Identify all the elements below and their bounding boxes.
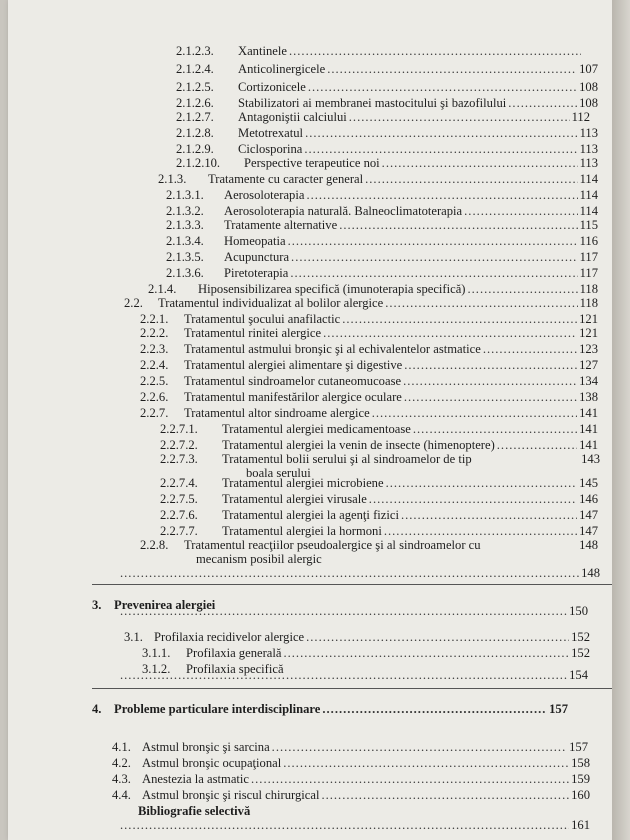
toc-entry bbox=[140, 374, 598, 388]
dot-leader bbox=[365, 172, 577, 186]
page-edge bbox=[612, 0, 630, 840]
toc-entry-title: Tratamentul alergiei la venin de insecte (himenoptere) bbox=[222, 438, 495, 452]
toc-entry-number: 2.1.4. bbox=[148, 282, 177, 296]
toc-entry-title: Tratamentul bolii serului şi al sindroamelor de tip bbox=[222, 452, 472, 466]
toc-entry bbox=[176, 62, 598, 76]
toc-entry-title: Aerosoloterapia bbox=[224, 188, 305, 202]
toc-entry-page: 114 bbox=[579, 188, 598, 202]
dot-leader bbox=[323, 326, 577, 340]
toc-entry bbox=[176, 126, 598, 140]
dot-leader bbox=[382, 156, 578, 170]
toc-entry-number: 2.1.2.6. bbox=[176, 96, 214, 110]
dot-leader bbox=[349, 110, 570, 124]
toc-entry bbox=[140, 538, 598, 552]
toc-entry-title: Tratamentul alergiei medicamentoase bbox=[222, 422, 411, 436]
dot-leader bbox=[342, 312, 577, 326]
toc-entry-page: 146 bbox=[579, 492, 598, 506]
toc-entry-number: 2.2.7.1. bbox=[160, 422, 198, 436]
dot-leader bbox=[305, 126, 578, 140]
toc-entry-page: 138 bbox=[579, 390, 598, 404]
toc-entry bbox=[176, 156, 598, 170]
toc-entry bbox=[112, 772, 590, 786]
dot-leader bbox=[369, 492, 577, 506]
dot-leader bbox=[120, 668, 567, 682]
toc-entry bbox=[166, 218, 598, 232]
toc-entry-number: 4.1. bbox=[112, 740, 131, 754]
toc-entry-number: 2.1.2.7. bbox=[176, 110, 214, 124]
toc-entry-title: Astmul bronşic ocupaţional bbox=[142, 756, 282, 770]
dot-leader bbox=[508, 96, 577, 110]
dot-leader bbox=[384, 524, 577, 538]
toc-entry-number: 2.1.2.10. bbox=[176, 156, 221, 170]
toc-entry bbox=[160, 438, 598, 452]
toc-entry-page: 161 bbox=[571, 818, 590, 832]
toc-entry-page: 148 bbox=[581, 566, 600, 580]
dot-leader bbox=[283, 756, 569, 770]
toc-entry-number: 4.2. bbox=[112, 756, 131, 770]
dot-leader bbox=[464, 204, 577, 218]
dot-leader bbox=[386, 476, 578, 490]
toc-entry-number: 2.2.6. bbox=[140, 390, 169, 404]
dot-leader bbox=[283, 646, 569, 660]
dot-leader bbox=[372, 406, 577, 420]
toc-entry bbox=[166, 204, 598, 218]
toc-entry-number: 2.1.3.1. bbox=[166, 188, 204, 202]
toc-entry-number: 3.1.2. bbox=[142, 662, 171, 676]
toc-entry-page: 147 bbox=[579, 524, 598, 538]
toc-entry-page: 143 bbox=[581, 452, 600, 466]
toc-entry-title: Tratamentul astmului bronşic şi al echivalentelor astmatice bbox=[184, 342, 481, 356]
toc-entry-page: 115 bbox=[579, 218, 598, 232]
dot-leader bbox=[120, 566, 579, 580]
toc-entry-number: 2.2.7. bbox=[140, 406, 169, 420]
toc-entry-number: 4. bbox=[92, 702, 102, 716]
dot-leader bbox=[251, 772, 569, 786]
dot-leader bbox=[339, 218, 577, 232]
toc-entry-continuation: boala serului bbox=[246, 466, 311, 480]
dot-leader bbox=[272, 740, 567, 754]
toc-entry bbox=[160, 476, 598, 490]
toc-entry-number: 2.2.7.3. bbox=[160, 452, 198, 466]
toc-entry-title: Tratamentul alergiei microbiene bbox=[222, 476, 384, 490]
toc-entry-page: 117 bbox=[579, 250, 598, 264]
toc-entry-number: 3. bbox=[92, 598, 102, 612]
toc-entry-title: Tratamentul şocului anafilactic bbox=[184, 312, 341, 326]
toc-entry-title: Tratamentul alergiei la hormoni bbox=[222, 524, 382, 538]
toc-entry bbox=[138, 804, 448, 818]
toc-entry-title: Piretoterapia bbox=[224, 266, 289, 280]
toc-entry-page: 108 bbox=[579, 96, 598, 110]
toc-entry-page: 121 bbox=[579, 312, 598, 326]
toc-entry-title: Anestezia la astmatic bbox=[142, 772, 249, 786]
toc-entry-page: 112 bbox=[571, 110, 590, 124]
toc-entry bbox=[158, 172, 598, 186]
toc-entry-number: 3.1.1. bbox=[142, 646, 171, 660]
toc-entry bbox=[140, 312, 598, 326]
dot-leader bbox=[308, 80, 577, 94]
toc-entry-number: 2.2.7.4. bbox=[160, 476, 198, 490]
toc-entry bbox=[160, 422, 598, 436]
dot-leader bbox=[497, 438, 577, 452]
toc-entry-number: 3.1. bbox=[124, 630, 143, 644]
dot-leader bbox=[413, 422, 577, 436]
toc-entry bbox=[124, 630, 590, 644]
toc-entry-number: 2.1.2.3. bbox=[176, 44, 214, 58]
toc-entry-page: 148 bbox=[579, 538, 598, 552]
toc-entry-number: 2.1.2.4. bbox=[176, 62, 214, 76]
toc-entry-page: 118 bbox=[579, 282, 598, 296]
toc-entry bbox=[112, 788, 590, 802]
toc-entry-title: Profilaxia recidivelor alergice bbox=[154, 630, 305, 644]
toc-entry-page: 141 bbox=[579, 438, 598, 452]
toc-entry-number: 2.1.3.2. bbox=[166, 204, 204, 218]
toc-entry-page: 150 bbox=[569, 604, 588, 618]
book-page bbox=[8, 0, 612, 840]
toc-entry-number: 2.2.7.7. bbox=[160, 524, 198, 538]
toc-entry-page: 152 bbox=[571, 646, 590, 660]
toc-entry-page: 154 bbox=[569, 668, 588, 682]
toc-entry-number: 4.3. bbox=[112, 772, 131, 786]
dot-leader bbox=[403, 374, 577, 388]
toc-entry-title: Astmul bronşic şi riscul chirurgical bbox=[142, 788, 320, 802]
toc-entry-page: 114 bbox=[579, 172, 598, 186]
dot-leader bbox=[120, 818, 569, 832]
toc-entry bbox=[140, 342, 598, 356]
toc-entry-number: 2.2.8. bbox=[140, 538, 169, 552]
toc-entry-title: Tratamentul individualizat al bolilor alergice bbox=[158, 296, 384, 310]
dot-leader bbox=[327, 62, 577, 76]
section-divider bbox=[92, 688, 630, 689]
toc-entry-title: Ciclosporina bbox=[238, 142, 303, 156]
toc-entry-page: 117 bbox=[579, 266, 598, 280]
toc-entry bbox=[112, 756, 590, 770]
toc-entry-number: 2.2.2. bbox=[140, 326, 169, 340]
toc-entry-number: 2.2.7.5. bbox=[160, 492, 198, 506]
toc-entry-number: 4.4. bbox=[112, 788, 131, 802]
toc-entry-number: 2.2.4. bbox=[140, 358, 169, 372]
toc-entry bbox=[166, 250, 598, 264]
toc-entry bbox=[140, 390, 598, 404]
toc-entry-number: 2.2.3. bbox=[140, 342, 169, 356]
toc-entry-title: Prevenirea alergiei bbox=[114, 598, 216, 612]
toc-entry-title: Tratamentul altor sindroame alergice bbox=[184, 406, 370, 420]
toc-entry-page: 113 bbox=[579, 142, 598, 156]
toc-entry-title: Tratamentul rinitei alergice bbox=[184, 326, 322, 340]
toc-entry bbox=[148, 282, 598, 296]
toc-entry-title: Bibliografie selectivă bbox=[138, 804, 251, 818]
dot-leader bbox=[291, 250, 578, 264]
toc-entry-title: Profilaxia specifică bbox=[186, 662, 284, 676]
section-divider bbox=[92, 584, 630, 585]
toc-entry-page: 116 bbox=[579, 234, 598, 248]
toc-entry-title: Tratamentul sindroamelor cutaneomucoase bbox=[184, 374, 402, 388]
toc-entry-title: Profilaxia generală bbox=[186, 646, 282, 660]
toc-entry-page: 118 bbox=[579, 296, 598, 310]
toc-entry-continuation: mecanism posibil alergic bbox=[196, 552, 322, 566]
toc-entry-number: 2.1.3. bbox=[158, 172, 187, 186]
toc-entry-title: Antagoniştii calciului bbox=[238, 110, 347, 124]
toc-entry bbox=[160, 492, 598, 506]
toc-entry-page: 123 bbox=[579, 342, 598, 356]
toc-entry-number: 2.2.7.6. bbox=[160, 508, 198, 522]
toc-entry-title: Xantinele bbox=[238, 44, 287, 58]
toc-entry-title: Tratamentul alergiei virusale bbox=[222, 492, 367, 506]
toc-entry-page: 113 bbox=[579, 156, 598, 170]
toc-entry bbox=[118, 818, 590, 832]
toc-entry-page: 107 bbox=[579, 62, 598, 76]
dot-leader bbox=[404, 390, 577, 404]
toc-entry-title: Aerosoloterapia naturală. Balneoclimatoterapia bbox=[224, 204, 463, 218]
toc-entry bbox=[140, 326, 598, 340]
toc-entry-number: 2.1.2.9. bbox=[176, 142, 214, 156]
dot-leader bbox=[385, 296, 577, 310]
dot-leader bbox=[468, 282, 578, 296]
toc-entry bbox=[176, 96, 598, 110]
dot-leader bbox=[304, 142, 577, 156]
dot-leader bbox=[321, 788, 569, 802]
toc-entry-page: 121 bbox=[579, 326, 598, 340]
toc-entry-title: Perspective terapeutice noi bbox=[244, 156, 380, 170]
toc-entry-title: Tratamentul alergiei la agenţi fizici bbox=[222, 508, 399, 522]
toc-entry-page: 152 bbox=[571, 630, 590, 644]
toc-entry-number: 2.1.3.5. bbox=[166, 250, 204, 264]
toc-entry bbox=[118, 604, 588, 618]
toc-entry bbox=[142, 646, 590, 660]
toc-entry bbox=[160, 524, 598, 538]
toc-entry-page: 157 bbox=[569, 740, 588, 754]
toc-entry-title: Tratamentul reacţiilor pseudoalergice şi al sindroamelor cu bbox=[184, 538, 481, 552]
toc-entry-number: 2.1.3.3. bbox=[166, 218, 204, 232]
toc-entry bbox=[118, 668, 588, 682]
toc-entry bbox=[160, 452, 600, 466]
toc-entry-page: 113 bbox=[579, 126, 598, 140]
toc-entry bbox=[118, 566, 600, 580]
toc-entry-title: Homeopatia bbox=[224, 234, 286, 248]
toc-entry-number: 2.2.1. bbox=[140, 312, 169, 326]
toc-entry-title: Astmul bronşic şi sarcina bbox=[142, 740, 270, 754]
toc-entry bbox=[112, 740, 588, 754]
toc-entry-number: 2.1.2.8. bbox=[176, 126, 214, 140]
toc-entry bbox=[176, 142, 598, 156]
toc-entry bbox=[124, 296, 598, 310]
toc-entry-title: Tratamentul manifestărilor alergice oculare bbox=[184, 390, 402, 404]
toc-entry-page: 127 bbox=[579, 358, 598, 372]
toc-entry-page: 160 bbox=[571, 788, 590, 802]
dot-leader bbox=[290, 266, 577, 280]
toc-entry-number: 2.2.5. bbox=[140, 374, 169, 388]
toc-entry-title: Tratamente cu caracter general bbox=[208, 172, 364, 186]
toc-entry-page: 157 bbox=[549, 702, 568, 716]
toc-entry-number: 2.2.7.2. bbox=[160, 438, 198, 452]
dot-leader bbox=[483, 342, 577, 356]
toc-entry bbox=[140, 358, 598, 372]
toc-entry bbox=[160, 508, 598, 522]
toc-entry-title: Acupunctura bbox=[224, 250, 290, 264]
toc-entry-title: Tratamentul alergiei alimentare şi digestive bbox=[184, 358, 403, 372]
toc-entry-page: 147 bbox=[579, 508, 598, 522]
toc-entry-page: 134 bbox=[579, 374, 598, 388]
toc-entry-number: 2.1.3.6. bbox=[166, 266, 204, 280]
toc-entry-page: 145 bbox=[579, 476, 598, 490]
toc-entry-title: Metotrexatul bbox=[238, 126, 304, 140]
toc-entry bbox=[92, 702, 568, 716]
dot-leader bbox=[289, 44, 581, 58]
toc-entry-page: 159 bbox=[571, 772, 590, 786]
dot-leader bbox=[120, 604, 567, 618]
toc-entry-title: Hiposensibilizarea specifică (imunoterapia specifică) bbox=[198, 282, 466, 296]
toc-entry-page: 141 bbox=[579, 406, 598, 420]
toc-entry bbox=[166, 188, 598, 202]
dot-leader bbox=[306, 188, 577, 202]
dot-leader bbox=[306, 630, 569, 644]
toc-entry-number: 2.1.3.4. bbox=[166, 234, 204, 248]
toc-entry bbox=[176, 110, 590, 124]
toc-entry-title: Cortizonicele bbox=[238, 80, 306, 94]
toc-entry-page: 114 bbox=[579, 204, 598, 218]
toc-entry bbox=[140, 406, 598, 420]
toc-entry-number: 2.1.2.5. bbox=[176, 80, 214, 94]
toc-entry-page: 158 bbox=[571, 756, 590, 770]
toc-entry-page: 141 bbox=[579, 422, 598, 436]
toc-entry-title: Tratamente alternative bbox=[224, 218, 338, 232]
toc-entry-number: 2.2. bbox=[124, 296, 143, 310]
dot-leader bbox=[288, 234, 578, 248]
dot-leader bbox=[404, 358, 577, 372]
toc-entry-title: Stabilizatori ai membranei mastocitului şi bazofilului bbox=[238, 96, 507, 110]
toc-entry-title: Probleme particulare interdisciplinare bbox=[114, 702, 321, 716]
toc-entry bbox=[176, 80, 598, 94]
toc-entry bbox=[176, 44, 583, 58]
dot-leader bbox=[322, 702, 547, 716]
toc-entry-page: 108 bbox=[579, 80, 598, 94]
toc-entry-title: Anticolinergicele bbox=[238, 62, 326, 76]
toc-entry bbox=[166, 266, 598, 280]
toc-entry bbox=[166, 234, 598, 248]
dot-leader bbox=[401, 508, 577, 522]
